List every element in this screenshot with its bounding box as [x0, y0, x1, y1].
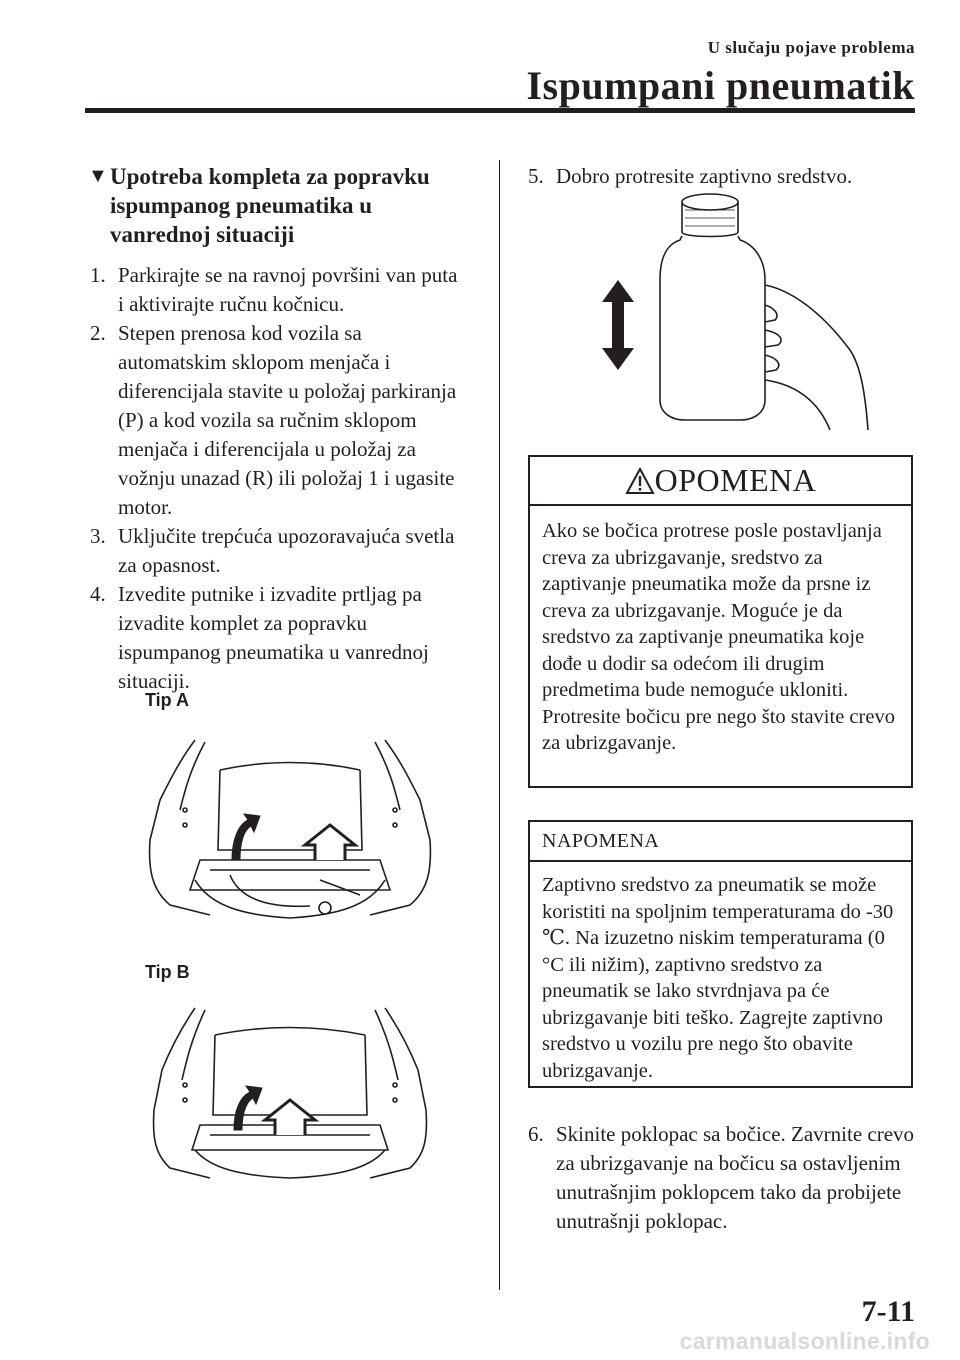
step-number: 6.: [528, 1122, 544, 1146]
step-text: Skinite poklopac sa bočice. Zavrnite crevo za ubrizgavanje na bočicu sa ostavljenim unutrašnjim poklopcem tako da probijete unutrašnji poklopac.: [556, 1122, 915, 1233]
section-heading: [88, 162, 460, 249]
bottle-shake-illustration: [590, 190, 880, 435]
step-number: 1.: [90, 263, 106, 287]
column-divider: [499, 160, 500, 1290]
step-text: Dobro protresite zaptivno sredstvo.: [556, 164, 853, 188]
step-number: 2.: [90, 321, 106, 345]
note-title: NAPOMENA: [530, 822, 911, 862]
step-item: [90, 261, 460, 319]
figure-label-tip-a: Tip A: [145, 690, 189, 710]
step-item: [528, 162, 915, 191]
section-marker-icon: ▼: [88, 165, 108, 187]
steps-list: [90, 261, 460, 696]
step-number: 4.: [90, 582, 106, 606]
step-item: [90, 319, 460, 522]
warning-box: [528, 455, 913, 788]
chapter-heading: U slučaju pojave problema: [707, 38, 915, 57]
watermark-text: carmanualsonline.info: [679, 1328, 930, 1354]
right-column: [528, 162, 915, 191]
page-number: 7-11: [861, 1295, 915, 1328]
step-number: 3.: [90, 524, 106, 548]
step-text: Parkirajte se na ravnoj površini van puta i aktivirajte ručnu kočnicu.: [118, 263, 458, 316]
open-arrow-icon: [305, 825, 355, 860]
trunk-illustration-tip-b: [140, 1000, 440, 1190]
note-box: [528, 820, 913, 1088]
header-rule: [85, 108, 915, 113]
open-arrow-icon: [265, 1100, 315, 1135]
step-number: 5.: [528, 164, 544, 188]
step-item: [90, 580, 460, 696]
section-title: Upotreba kompleta za popravku ispumpanog pneumatika u vanrednoj situaciji: [110, 164, 430, 247]
step-text: Stepen prenosa kod vozila sa automatskim sklopom menjača i diferencijala stavite u položaj parkiranja (P) a kod vozila sa ručnim sklopom menjača i diferencijala u položaj za vožnju unazad (R) ili položaj 1 i ugasite motor.: [118, 321, 457, 519]
warning-triangle-icon: [625, 467, 655, 495]
up-arrow-icon: [234, 1086, 262, 1130]
step-text: Izvedite putnike i izvadite prtljag pa izvadite komplet za popravku ispumpanog pneumatika u vanrednoj situaciji.: [118, 582, 429, 693]
warning-title: OPOMENA: [654, 462, 817, 498]
figure-label-tip-b: Tip B: [145, 962, 190, 982]
step-text: Uključite trepćuća upozoravajuća svetla za opasnost.: [118, 524, 455, 577]
page-title: Ispumpani pneumatik: [526, 63, 915, 108]
up-arrow-icon: [232, 814, 260, 860]
left-column: [90, 162, 460, 696]
warning-header: [530, 457, 911, 506]
warning-text: Ako se bočica protrese posle postavljanja creva za ubrizgavanje, sredstvo za zaptivanje pneumatika može da prsne iz creva za ubrizgavanje. Moguće je da sredstvo za zaptivanje pneumatika koje dođe u dodir sa odećom ili drugim predmetima bude nemoguće ukloniti. Protresite bočicu pre nego što stavite crevo za ubrizgavanje.: [542, 520, 895, 754]
note-text: Zaptivno sredstvo za pneumatik se može koristiti na spoljnim temperaturama do -30 ℃. Na izuzetno niskim temperaturama (0 °C ili nižim), zaptivno sredstvo za pneumatik se lako stvrdnjava pa će ubrizgavanje biti teško. Zagrejte zaptivno sredstvo u vozilu pre nego što obavite ubrizgavanje.: [542, 874, 894, 1082]
trunk-illustration-tip-a: [140, 730, 440, 930]
step-6-block: [528, 1120, 915, 1236]
step-item: [90, 522, 460, 580]
step-item: [528, 1120, 915, 1236]
double-arrow-icon: [602, 280, 634, 370]
